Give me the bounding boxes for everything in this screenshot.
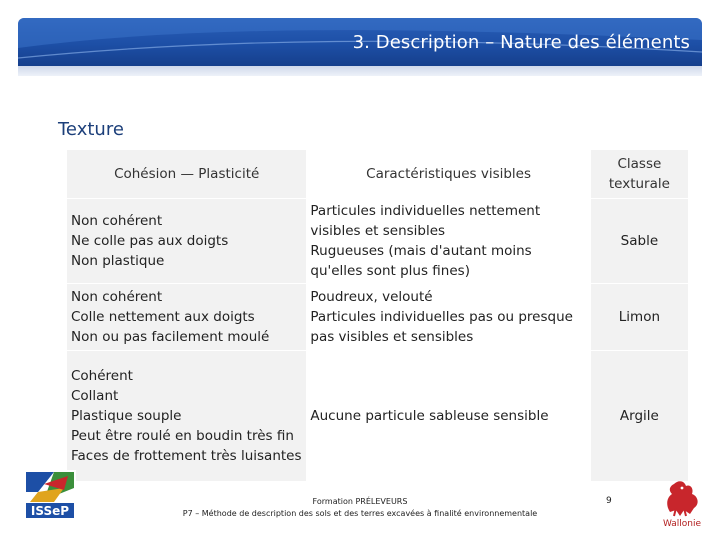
header-cohesion: Cohésion — Plasticité [67, 150, 306, 199]
wallonie-rooster-icon [660, 478, 704, 518]
cell-characteristics: Poudreux, velouté Particules individuelles pas ou presque pas visibles et sensibles [306, 284, 590, 351]
cell-characteristics: Particules individuelles nettement visibles et sensibles Rugueuses (mais d'autant moins qu'elles sont plus fines) [306, 199, 590, 284]
cell-cohesion: Cohérent Collant Plastique souple Peut être roulé en boudin très fin Faces de frottement très luisantes [67, 351, 306, 482]
banner-underline [18, 66, 702, 76]
cell-cohesion: Non cohérent Colle nettement aux doigts Non ou pas facilement moulé [67, 284, 306, 351]
cell-cohesion: Non cohérent Ne colle pas aux doigts Non plastique [67, 199, 306, 284]
header-banner [18, 18, 702, 66]
footer-line-1: Formation PRÉLEVEURS [312, 497, 408, 506]
table-header-row [67, 150, 688, 199]
footer [150, 496, 570, 520]
footer-line-2: P7 – Méthode de description des sols et des terres excavées à finalité environnementale [182, 509, 538, 518]
cell-class: Sable [591, 199, 688, 284]
page-title: 3. Description – Nature des éléments [352, 32, 690, 53]
table-row [67, 199, 688, 284]
section-heading: Texture [58, 119, 124, 140]
table-row [67, 284, 688, 351]
header-class: Classe texturale [591, 150, 688, 199]
header-characteristics: Caractéristiques visibles [306, 150, 590, 199]
cell-characteristics: Aucune particule sableuse sensible [306, 351, 590, 482]
cell-class: Limon [591, 284, 688, 351]
issep-logo [24, 470, 76, 520]
table-row [67, 351, 688, 482]
issep-logo-text: ISSeP [30, 504, 70, 518]
texture-table [67, 150, 688, 481]
wallonie-logo-label: Wallonie [662, 519, 702, 529]
cell-class: Argile [591, 351, 688, 482]
page-number: 9 [606, 496, 612, 506]
